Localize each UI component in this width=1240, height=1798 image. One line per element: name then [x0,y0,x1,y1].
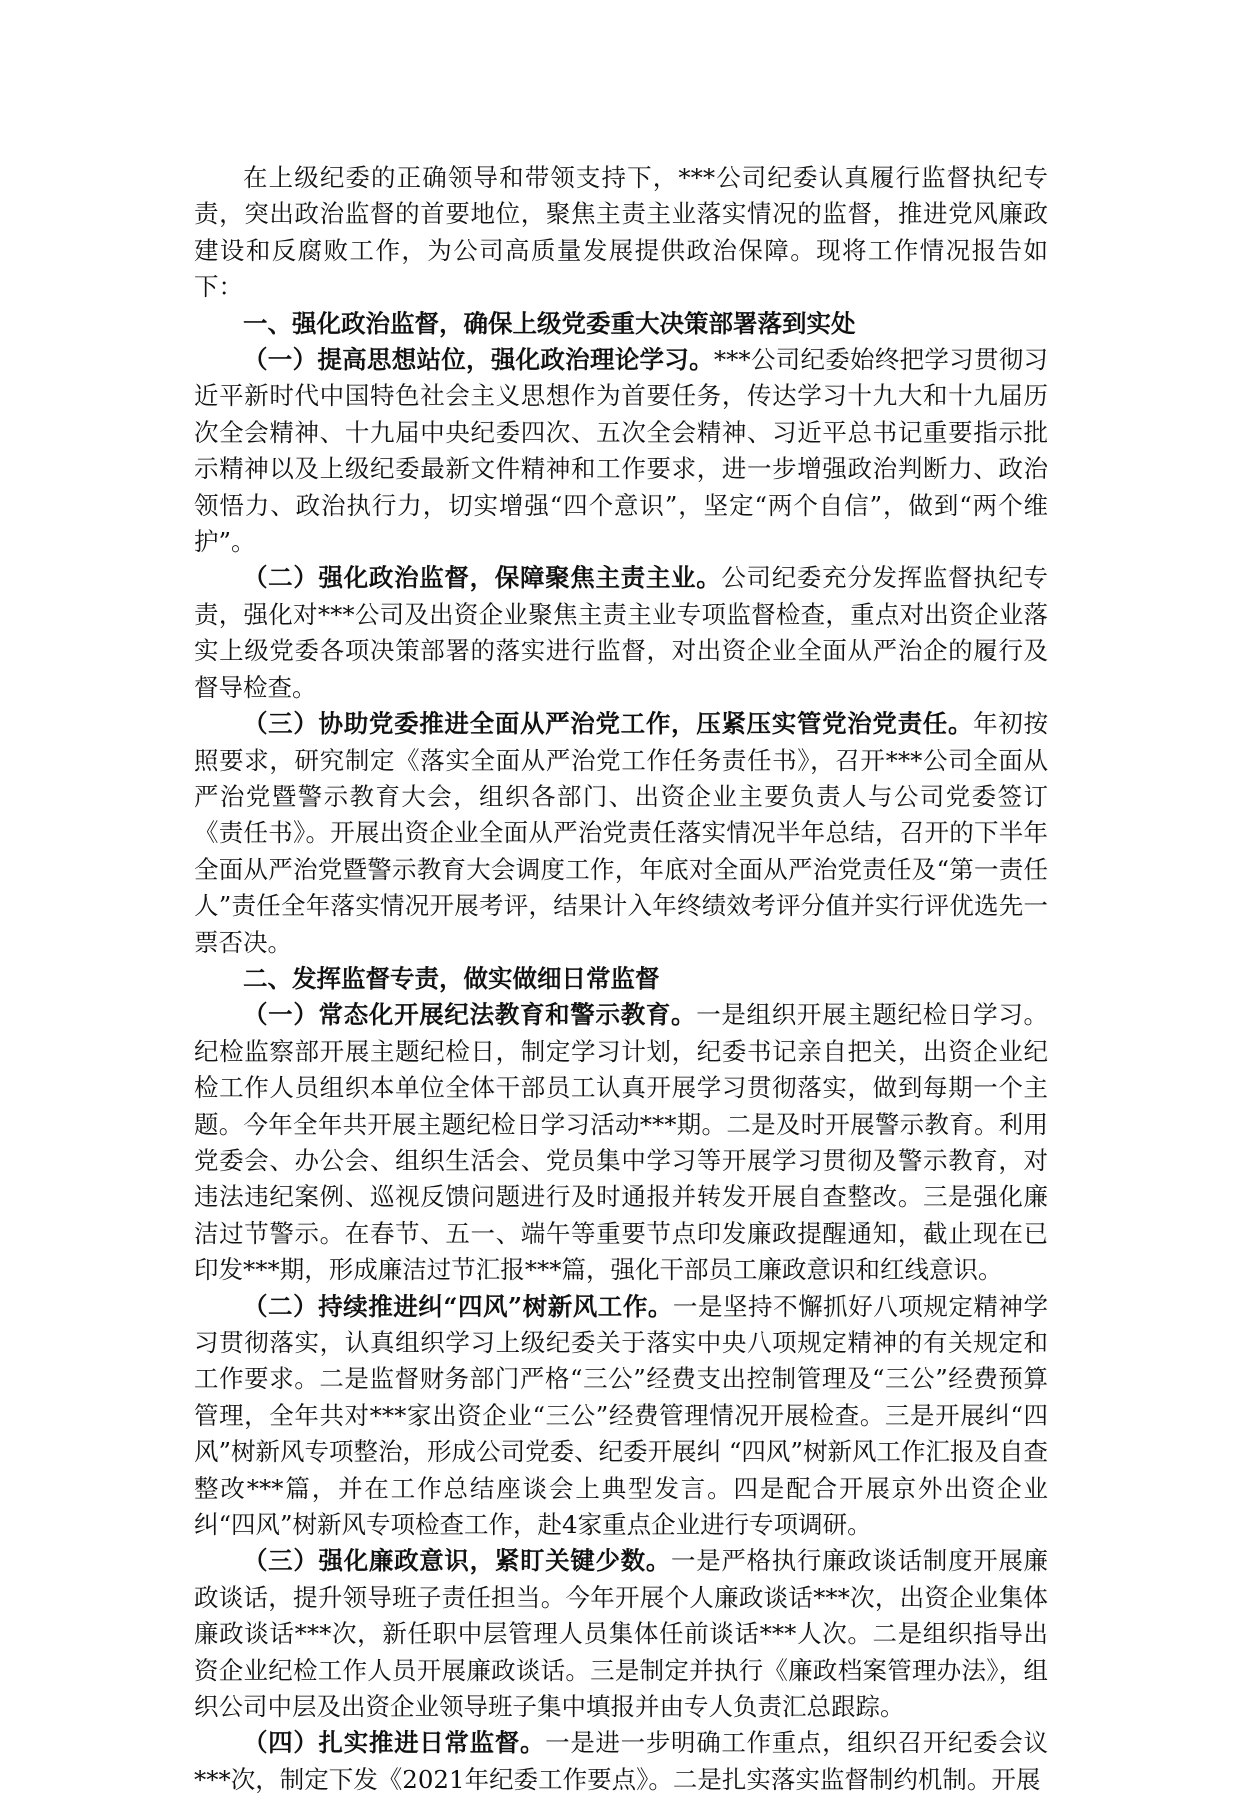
section-1-item-1-body: ***公司纪委始终把学习贯彻习近平新时代中国特色社会主义思想作为首要任务，传达学习十九大和十九届历次全会精神、十九届中央纪委四次、五次全会精神、习近平总书记重要指示批示精神以及上级纪委最新文件精神和工作要求，进一步增强政治判断力、政治领悟力、政治执行力，切实增强“四个意识”，坚定“两个自信”，做到“两个维护”。 [194,345,1049,557]
section-2-item-4-lead: （四）扎实推进日常监督。 [243,1728,546,1758]
section-1-item-3 [194,706,1048,961]
section-2-item-4 [194,1725,1048,1798]
section-2-item-1-lead: （一）常态化开展纪法教育和警示教育。 [243,1000,697,1030]
section-1-item-2-lead: （二）强化政治监督，保障聚焦主责主业。 [243,563,722,593]
section-2-item-1-body: 一是组织开展主题纪检日学习。纪检监察部开展主题纪检日，制定学习计划，纪委书记亲自把关，出资企业纪检工作人员组织本单位全体干部员工认真开展学习贯彻落实，做到每期一个主题。今年全年共开展主题纪检日学习活动***期。二是及时开展警示教育。利用党委会、办公会、组织生活会、党员集中学习等开展学习贯彻及警示教育，对违法违纪案例、巡视反馈问题进行及时通报并转发开展自查整改。三是强化廉洁过节警示。在春节、五一、端午等重要节点印发廉政提醒通知，截止现在已印发***期，形成廉洁过节汇报***篇，强化干部员工廉政意识和红线意识。 [194,1000,1049,1285]
section-2-item-3-body: 一是严格执行廉政谈话制度开展廉政谈话，提升领导班子责任担当。今年开展个人廉政谈话***次，出资企业集体廉政谈话***次，新任职中层管理人员集体任前谈话***人次。二是组织指导出资企业纪检工作人员开展廉政谈话。三是制定并执行《廉政档案管理办法》，组织公司中层及出资企业领导班子集中填报并由专人负责汇总跟踪。 [194,1546,1048,1722]
section-1-item-2 [194,560,1048,706]
section-1-item-1-lead: （一）提高思想站位，强化政治理论学习。 [243,345,714,375]
section-2-item-3-lead: （三）强化廉政意识，紧盯关键少数。 [243,1546,672,1576]
section-2-item-4-body: 一是进一步明确工作重点，组织召开纪委会议***次，制定下发《2021年纪委工作要点》。二是扎实落实监督制约机制。开展 [194,1728,1049,1794]
intro-paragraph: 在上级纪委的正确领导和带领支持下，***公司纪委认真履行监督执纪专责，突出政治监督的首要地位，聚焦主责主业落实情况的监督，推进党风廉政建设和反腐败工作，为公司高质量发展提供政治保障。现将工作情况报告如下： [194,163,1048,302]
section-1-heading: 一、强化政治监督，确保上级党委重大决策部署落到实处 [243,308,856,338]
document-body [194,160,1048,1798]
section-2-heading: 二、发挥监督专责，做实做细日常监督 [243,963,660,993]
section-2-item-2 [194,1289,1048,1544]
section-1-item-2-body: 公司纪委充分发挥监督执纪专责，强化对***公司及出资企业聚焦主责主业专项监督检查，重点对出资企业落实上级党委各项决策部署的落实进行监督，对出资企业全面从严治企的履行及督导检查。 [194,563,1049,702]
section-2-item-2-body: 一是坚持不懈抓好八项规定精神学习贯彻落实，认真组织学习上级纪委关于落实中央八项规定精神的有关规定和工作要求。二是监督财务部门严格“三公”经费支出控制管理及“三公”经费预算管理，全年共对***家出资企业“三公”经费管理情况开展检查。三是开展纠“四风”树新风专项整治，形成公司党委、纪委开展纠 “四风”树新风工作汇报及自查整改***篇，并在工作总结座谈会上典型发言。四是配合开展京外出资企业纠“四风”树新风专项检查工作，赴4家重点企业进行专项调研。 [194,1291,1048,1540]
section-2-item-2-lead: （二）持续推进纠“四风”树新风工作。 [243,1291,673,1321]
section-1-item-3-lead: （三）协助党委推进全面从严治党工作，压紧压实管党治党责任。 [243,709,974,739]
section-2-item-1 [194,997,1048,1288]
section-1-item-3-body: 年初按照要求，研究制定《落实全面从严治党工作任务责任书》，召开***公司全面从严治党暨警示教育大会，组织各部门、出资企业主要负责人与公司党委签订《责任书》。开展出资企业全面从严治党责任落实情况半年总结，召开的下半年全面从严治党暨警示教育大会调度工作，年底对全面从严治党责任及“第一责任人”责任全年落实情况开展考评，结果计入年终绩效考评分值并实行评优选先一票否决。 [194,709,1049,957]
section-2-item-3 [194,1543,1048,1725]
section-1-item-1 [194,342,1048,560]
